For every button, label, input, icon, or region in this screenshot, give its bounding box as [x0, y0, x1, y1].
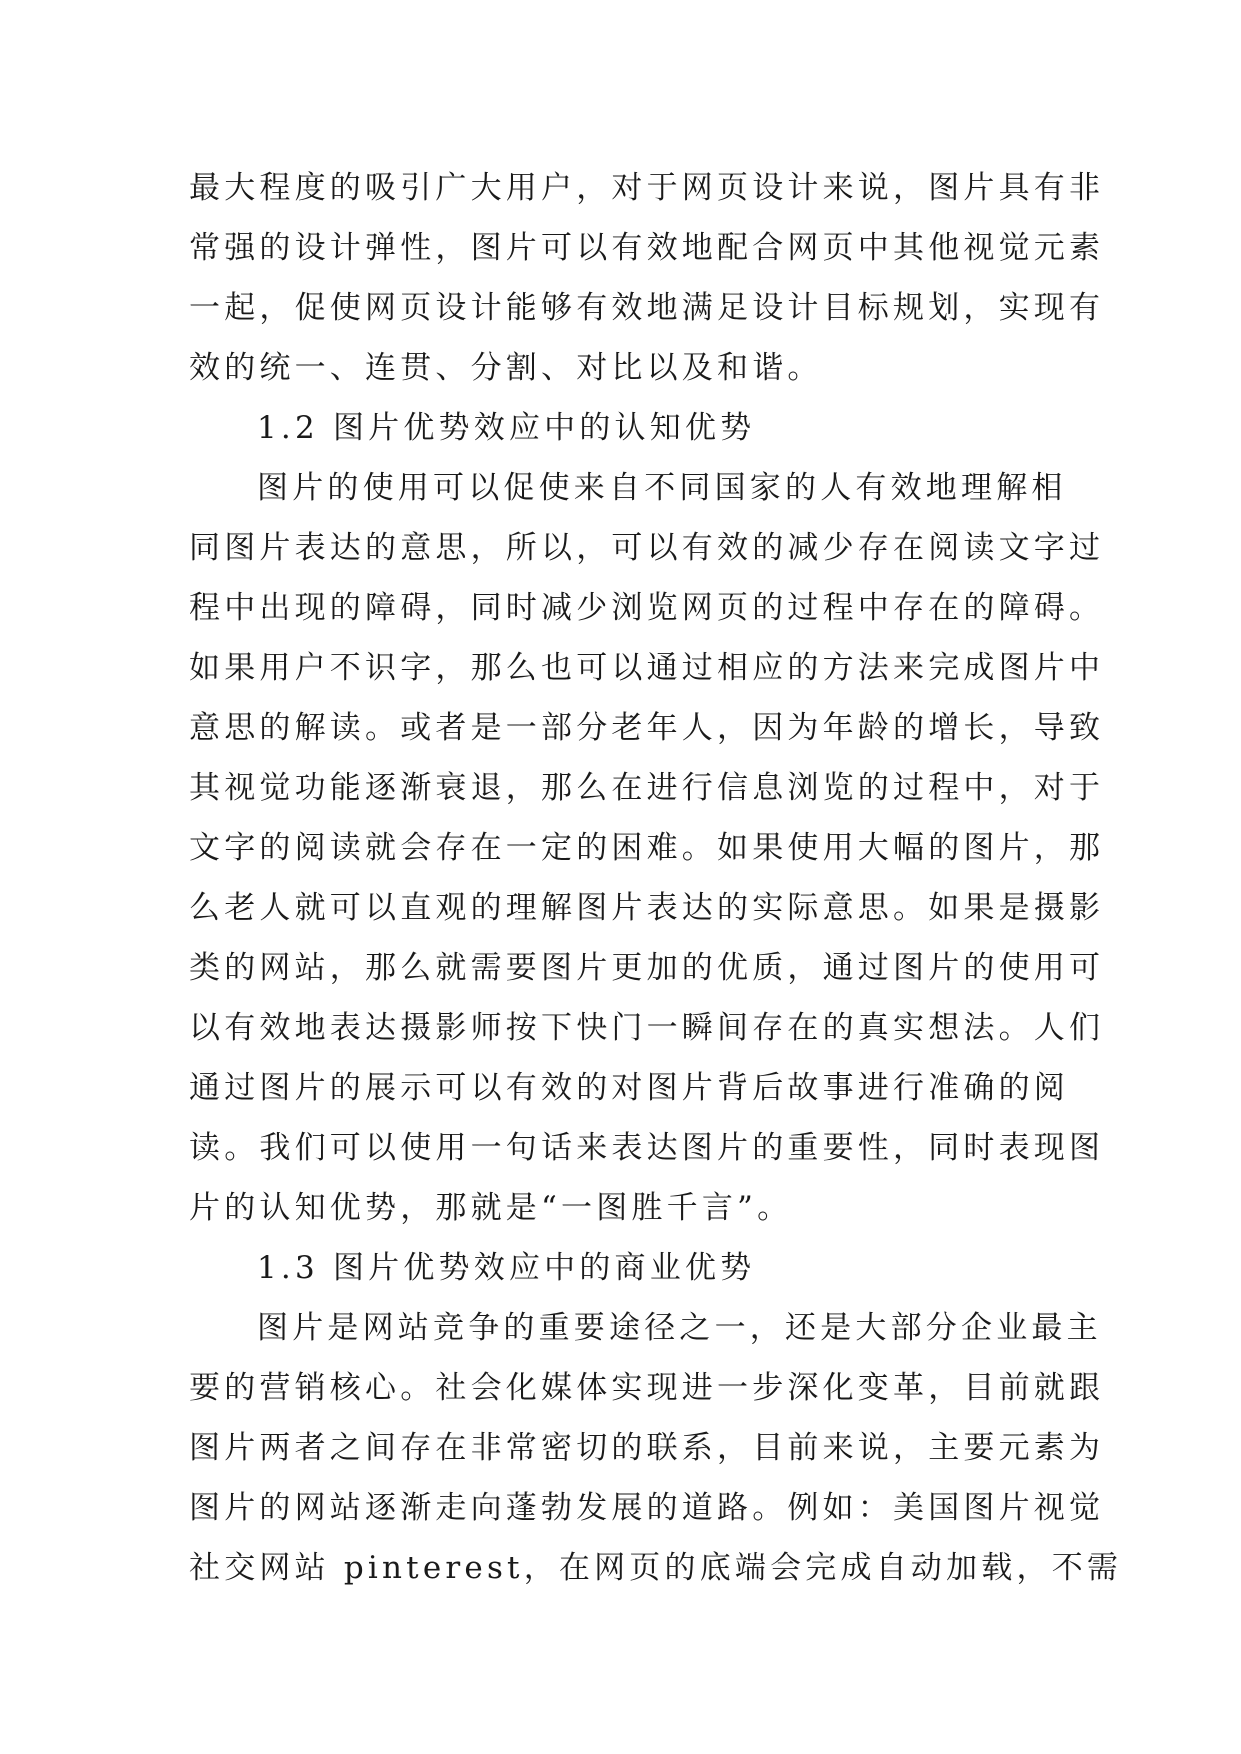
paragraph-first-line: 图片的使用可以促使来自不同国家的人有效地理解相	[257, 470, 1067, 506]
section-heading: 1.2 图片优势效应中的认知优势	[257, 410, 756, 446]
text-line: 类的网站，那么就需要图片更加的优质，通过图片的使用可	[189, 950, 1105, 986]
text-line: 社交网站 pinterest，在网页的底端会完成自动加载，不需	[189, 1550, 1123, 1586]
text-line: 一起，促使网页设计能够有效地满足设计目标规划，实现有	[189, 290, 1105, 326]
text-line: 其视觉功能逐渐衰退，那么在进行信息浏览的过程中，对于	[189, 770, 1105, 806]
text-line: 图片两者之间存在非常密切的联系，目前来说，主要元素为	[189, 1430, 1105, 1466]
text-line: 程中出现的障碍，同时减少浏览网页的过程中存在的障碍。	[189, 590, 1105, 626]
text-line: 如果用户不识字，那么也可以通过相应的方法来完成图片中	[189, 650, 1105, 686]
text-line: 同图片表达的意思，所以，可以有效的减少存在阅读文字过	[189, 530, 1105, 566]
text-line: 要的营销核心。社会化媒体实现进一步深化变革，目前就跟	[189, 1370, 1105, 1406]
text-line: 通过图片的展示可以有效的对图片背后故事进行准确的阅	[189, 1070, 1069, 1106]
section-heading: 1.3 图片优势效应中的商业优势	[257, 1250, 756, 1286]
text-line: 图片的网站逐渐走向蓬勃发展的道路。例如：美国图片视觉	[189, 1490, 1105, 1526]
text-line: 最大程度的吸引广大用户，对于网页设计来说，图片具有非	[189, 170, 1105, 206]
paragraph-first-line: 图片是网站竞争的重要途径之一，还是大部分企业最主	[257, 1310, 1102, 1346]
document-body	[189, 158, 1123, 1598]
text-line: 以有效地表达摄影师按下快门一瞬间存在的真实想法。人们	[189, 1010, 1105, 1046]
text-line: 意思的解读。或者是一部分老年人，因为年龄的增长，导致	[189, 710, 1105, 746]
text-line: 读。我们可以使用一句话来表达图片的重要性，同时表现图	[189, 1130, 1105, 1166]
text-line: 文字的阅读就会存在一定的困难。如果使用大幅的图片，那	[189, 830, 1105, 866]
text-line: 么老人就可以直观的理解图片表达的实际意思。如果是摄影	[189, 890, 1105, 926]
text-line: 片的认知优势，那就是“一图胜千言”。	[189, 1190, 793, 1226]
text-line: 常强的设计弹性，图片可以有效地配合网页中其他视觉元素	[189, 230, 1105, 266]
text-line: 效的统一、连贯、分割、对比以及和谐。	[189, 350, 823, 386]
